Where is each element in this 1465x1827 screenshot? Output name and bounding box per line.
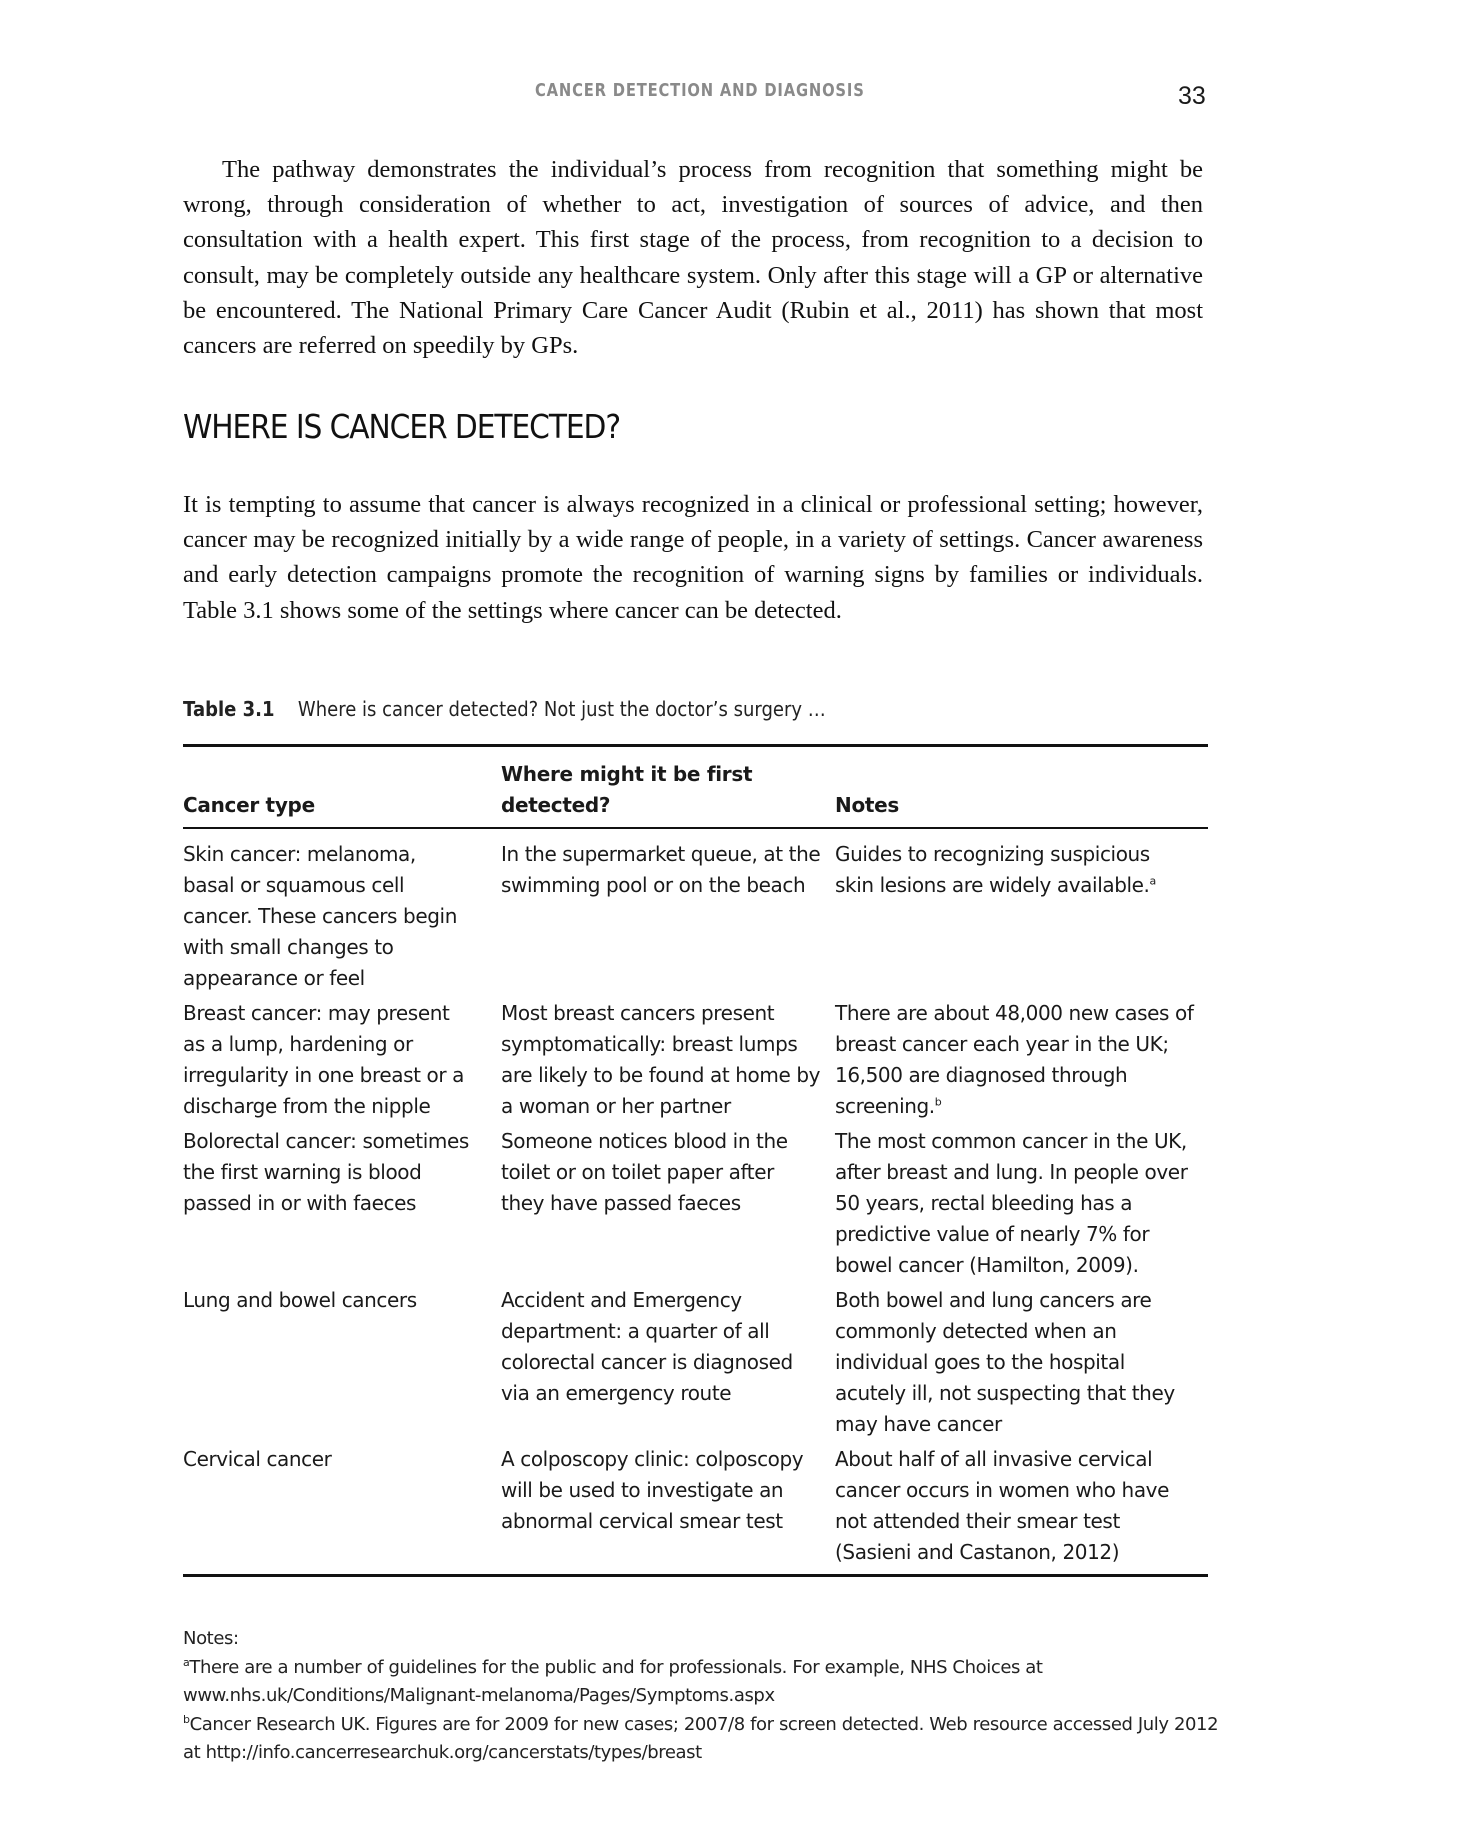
cell-cancer-type: Cervical cancer (183, 1447, 332, 1471)
detection-table (183, 747, 1208, 827)
cell-where: Accident and Emergency department: a quarter of all colorectal cancer is diagnosed via an emergency route (501, 1288, 793, 1405)
table-caption (183, 697, 826, 721)
footnote-marker-a: a (1149, 874, 1156, 888)
footnote-marker: b (183, 1712, 190, 1726)
cell-where: A colposcopy clinic: colposcopy will be used to investigate an abnormal cervical smear test (501, 1447, 804, 1533)
footnote-text: Cancer Research UK. Figures are for 2009 for new cases; 2007/8 for screen detected. Web resource accessed July 2012 at http://info.cancerresearchuk.org/cancerstats/types/breast (183, 1713, 1219, 1763)
cell-notes: The most common cancer in the UK, after breast and lung. In people over 50 years, rectal bleeding has a predictive value of nearly 7% for bowel cancer (Hamilton, 2009). (835, 1129, 1188, 1277)
table-row (183, 829, 1208, 996)
table-row (183, 1124, 1208, 1283)
cell-notes: Both bowel and lung cancers are commonly detected when an individual goes to the hospital acutely ill, not suspecting that they may have cancer (835, 1288, 1175, 1436)
cell-cancer-type: Bolorectal cancer: sometimes the first warning is blood passed in or with faeces (183, 1129, 469, 1215)
detection-table-body (183, 829, 1208, 1574)
footnote-text: There are a number of guidelines for the public and for professionals. For example, NHS Choices at www.nhs.uk/Conditions/Malignant-melanoma/Pages/Symptoms.aspx (183, 1656, 1043, 1706)
footnote-b (183, 1711, 1223, 1768)
footnote-a (183, 1654, 1223, 1711)
notes-text: Guides to recognizing suspicious skin lesions are widely available. (835, 842, 1150, 897)
cell-cancer-type: Lung and bowel cancers (183, 1288, 417, 1312)
header-where-detected: Where might it be first detected? (501, 762, 753, 817)
footnote-marker-b: b (934, 1095, 942, 1109)
running-head: CANCER DETECTION AND DIAGNOSIS (535, 80, 865, 101)
table-header-row (183, 747, 1208, 827)
cell-where: Most breast cancers present symptomatically: breast lumps are likely to be found at home by a woman or her partner (501, 1001, 821, 1118)
notes-title: Notes: (183, 1628, 239, 1649)
table-caption-label: Table 3.1 (183, 697, 275, 721)
table-row (183, 1442, 1208, 1574)
header-notes: Notes (835, 793, 900, 817)
page-number: 33 (1178, 82, 1206, 110)
table-notes (183, 1625, 1223, 1768)
cell-notes (835, 996, 1208, 1124)
header-cancer-type: Cancer type (183, 793, 315, 817)
footnote-marker: a (183, 1655, 190, 1669)
table-bottom-rule (183, 1574, 1208, 1577)
table-3-1 (183, 744, 1208, 1577)
notes-text: There are about 48,000 new cases of breast cancer each year in the UK; 16,500 are diagnosed through screening. (835, 1001, 1194, 1118)
cell-where: In the supermarket queue, at the swimming pool or on the beach (501, 842, 821, 897)
table-caption-text: Where is cancer detected? Not just the doctor’s surgery … (297, 697, 826, 721)
cell-cancer-type: Skin cancer: melanoma, basal or squamous cell cancer. These cancers begin with small changes to appearance or feel (183, 842, 457, 990)
section-heading: WHERE IS CANCER DETECTED? (183, 407, 621, 446)
table-row (183, 1283, 1208, 1442)
cell-where: Someone notices blood in the toilet or on toilet paper after they have passed faeces (501, 1129, 788, 1215)
cell-notes: About half of all invasive cervical cancer occurs in women who have not attended their smear test (Sasieni and Castanon, 2012) (835, 1447, 1170, 1564)
paragraph-pathway: The pathway demonstrates the individual’s process from recognition that something might be wrong, through consideration of whether to act, investigation of sources of advice, and then consultation with a health expert. This first stage of the process, from recognition to a decision to consult, may be completely outside any healthcare system. Only after this stage will a GP or alternative be encountered. The National Primary Care Cancer Audit (Rubin et al., 2011) has shown that most cancers are referred on speedily by GPs. (183, 156, 1203, 360)
table-row (183, 996, 1208, 1124)
paragraph-detection-settings: It is tempting to assume that cancer is always recognized in a clinical or professional setting; however, cancer may be recognized initially by a wide range of people, in a variety of settings. Cancer awareness and early detection campaigns promote the recognition of warning signs by families or individuals. Table 3.1 shows some of the settings where cancer can be detected. (183, 491, 1203, 624)
cell-notes (835, 829, 1208, 996)
cell-cancer-type: Breast cancer: may present as a lump, hardening or irregularity in one breast or a discharge from the nipple (183, 1001, 465, 1118)
